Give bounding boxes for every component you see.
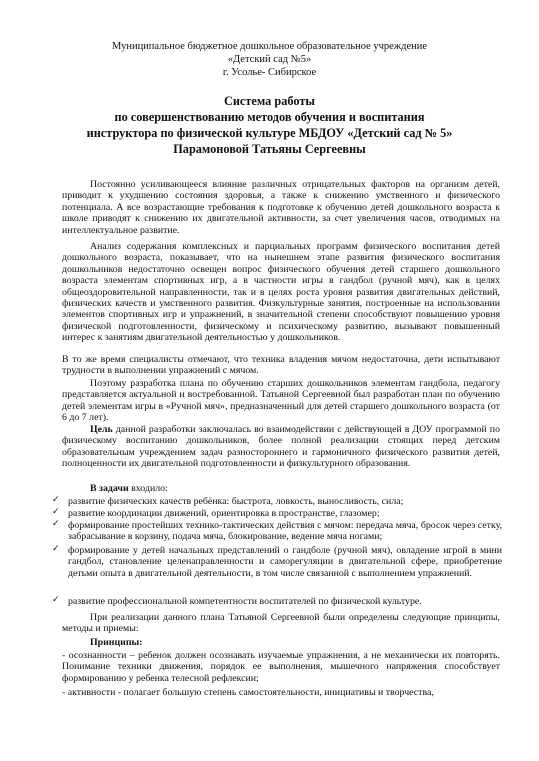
doc-title-line3: инструктора по физической культуре МБДОУ «Детский сад № 5» [86,126,453,140]
checkmark-icon: ✓ [52,495,60,505]
task-item: ✓ формирование простейших технико-тактических действия с мячом: передача мяча, бросок через сетку, забрасывание в корзину, подача мяча, блокирование, ведение мяча ногами; [52,519,502,543]
paragraph-analysis: Анализ содержания комплексных и парциальных программ физического воспитания детей дошкольного возраста, показывает, что на нынешнем этапе развития физического воспитания дошкольников недостаточно освещен вопрос физического обучения детей старшего дошкольного возраста элементам спортивных игр, а в частности игры в гандбол (ручной мяч), как в целях общеоздоровительной направленности, так и в целях роста уровня развития двигательных действий, физических качеств и умственного развития. Физкультурные занятия, построенные на использовании элементов спортивных игр и упражнений, в значительной степени способствуют повышению уровня физической подготовленности, физическому и психическому развитию, вызывают повышенный интерес к занятиям двигательной деятельностью у дошкольников. [62,241,500,344]
principle-activity: - активности - полагает большую степень самостоятельности, инициативы и творчества, [62,687,434,698]
principles-heading: Принципы: [90,637,143,648]
paragraph-specialists: В то же время специалисты отмечают, что техника владения мячом недостаточна, дети испытывают трудности в выполнении упражнений с мячом. [62,354,500,377]
goal-text: данной разработки заключалась во взаимодействии с действующей в ДОУ программой по физическому воспитанию дошкольников, более полной реализации стоящих перед детским образовательным учреждением задач разностороннего и гармоничного физического развития детей, полноценности их двигательной подготовленности и физкультурного образования. [62,424,500,470]
institution-name: Муниципальное бюджетное дошкольное образовательное учреждение [112,41,427,52]
doc-title-line2: по совершенствованию методов обучения и воспитания [114,110,425,124]
checkmark-icon: ✓ [52,507,60,517]
checkmark-icon: ✓ [52,519,60,529]
checkmark-icon: ✓ [52,595,60,605]
doc-title-line4: Парамоновой Татьяны Сергеевны [173,142,366,156]
tasks-label: В задачи [90,483,129,494]
task-item: ✓ развитие физических качеств ребёнка: быстрота, ловкость, выносливость, сила; [52,495,404,507]
task-item: ✓ формирование у детей начальных представлений о гандболе (ручной мяч), овладение игрой в мини гандбол, становление целенаправленности и саморегуляции в двигательной сфере, приобретение детьми опыта в двигательной деятельности, в том числе связанной с выполнением упражнений. [52,544,502,579]
checkmark-icon: ✓ [52,544,60,554]
institution-city: г. Усолье- Сибирское [222,67,317,78]
task-item: ✓ развитие профессиональной компетентности воспитателей по физической культуре. [52,595,422,607]
paragraph-intro: Постоянно усиливающееся влияние различных отрицательных факторов на организм детей, приводит к ухудшению состояния здоровья, а также к снижению умственного и физического потенциала. А все возрастающие требования к подготовке к обучению детей дошкольного возраста к школе приводят к снижению их двигательной активности, за счет увеличения часов, отводимых на интеллектуальное развитие. [62,179,500,236]
tasks-heading [62,483,500,494]
principle-consciousness: - осознанности – ребенок должен осознавать изучаемые упражнения, а не механически их повторять. Понимание техники движения, порядок ее выполнения, мышечного напряжения способствует формированию у ребенка телесной рефлексии; [62,650,500,684]
task-item: ✓ развитие координации движений, ориентировка в пространстве, глазомер; [52,507,380,519]
paragraph-principles-intro: При реализации данного плана Татьяной Сергеевной были определены следующие принципы, методы и приемы: [62,612,500,635]
paragraph-plan: Поэтому разработка плана по обучению старших дошкольников элементам гандбола, педагогу представляется актуальной и востребованной. Татьяной Сергеевной был разработан план по обучению детей элементам игры в «Ручной мяч», предназначенный для детей старшего дошкольного возраста (от 6 до 7 лет). [62,378,500,424]
goal-label: Цель [90,424,113,435]
institution-short-name: «Детский сад №5» [227,54,312,65]
doc-title-line1: Система работы [223,94,316,108]
paragraph-goal [62,424,500,470]
tasks-label-rest: входило: [128,483,168,494]
